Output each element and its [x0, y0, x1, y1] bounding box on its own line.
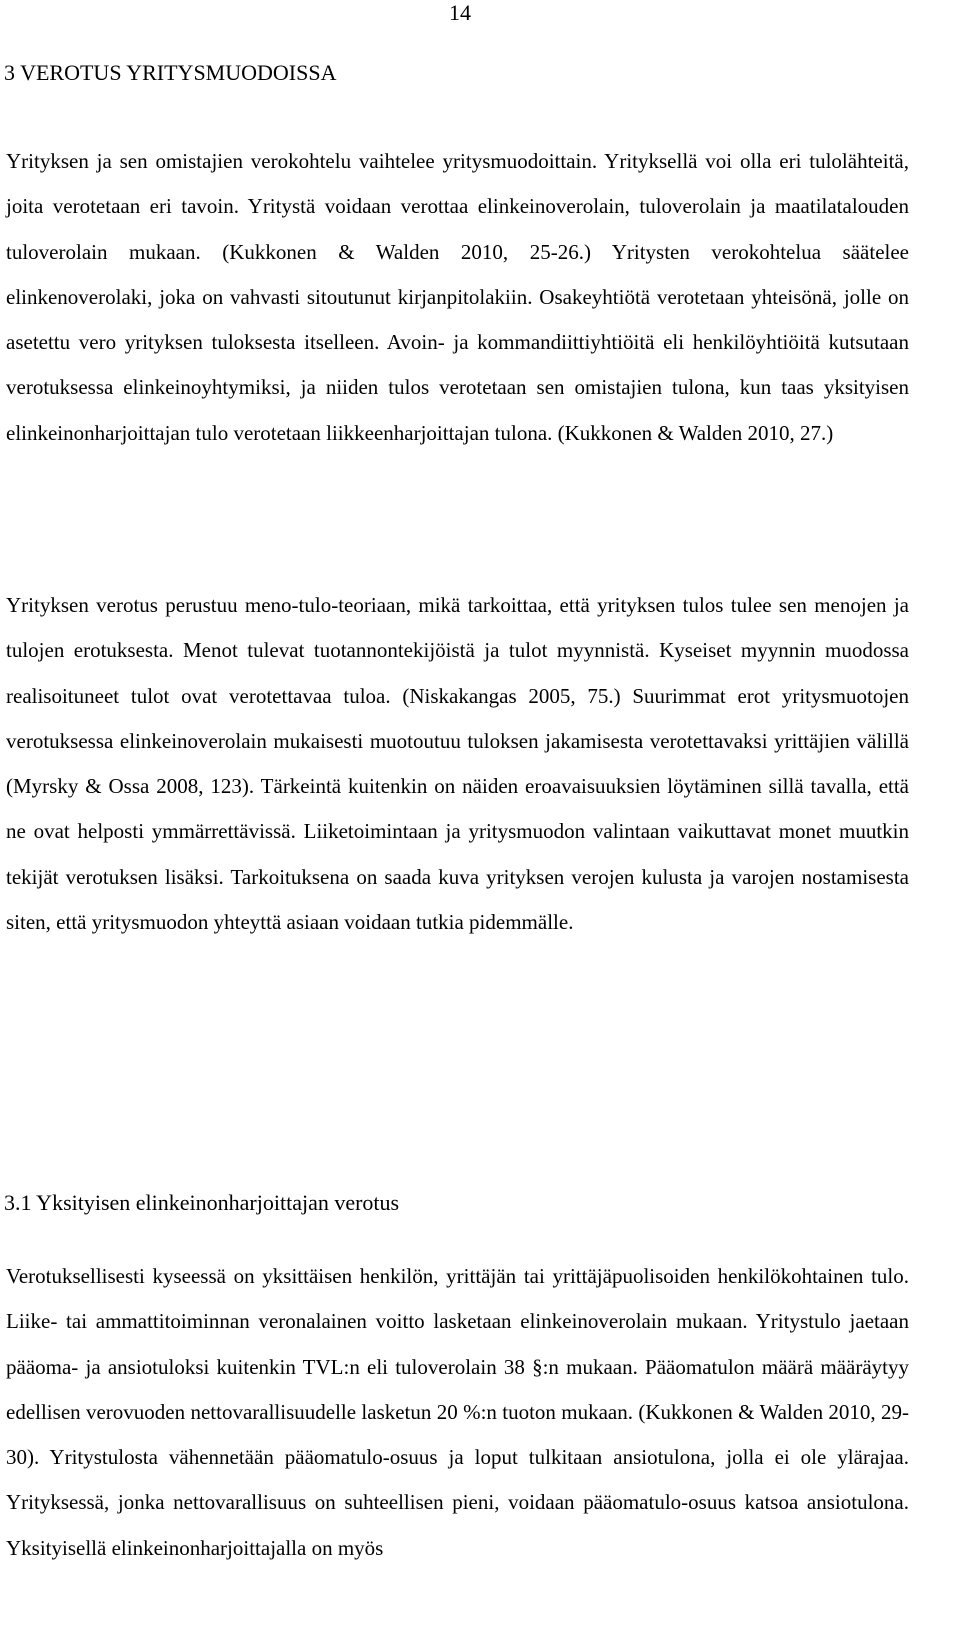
body-paragraph: Verotuksellisesti kyseessä on yksittäisen henkilön, yrittäjän tai yrittäjäpuolisoiden henkilökohtainen tulo. Liike- tai ammattitoiminnan veronalainen voitto lasketaan elinkeinoverolain mukaan. Yritystulo jaetaan pääoma- ja ansiotuloksi kuitenkin TVL:n eli tuloverolain 38 §:n mukaan. Pääomatulon määrä määräytyy edellisen verovuoden nettovarallisuudelle lasketun 20 %:n tuoton mukaan. (Kukkonen & Walden 2010, 29-30). Yritystulosta vähennetään pääomatulo-osuus ja loput tulkitaan ansiotulona, jolla ei ole ylärajaa. Yrityksessä, jonka nettovarallisuus on suhteellisen pieni, voidaan pääomatulo-osuus katsoa ansiotulona. Yksityisellä elinkeinonharjoittajalla on myös	[6, 1264, 909, 1560]
body-paragraph: Yrityksen ja sen omistajien verokohtelu vaihtelee yritysmuodoittain. Yrityksellä voi olla eri tulolähteitä, joita verotetaan eri tavoin. Yritystä voidaan verottaa elinkeinoverolain, tuloverolain ja maatilatalouden tuloverolain mukaan. (Kukkonen & Walden 2010, 25-26.) Yritysten verokohtelua säätelee elinkenoverolaki, joka on vahvasti sitoutunut kirjanpitolakiin. Osakeyhtiötä verotetaan yhteisönä, jolle on asetettu vero yrityksen tuloksesta itselleen. Avoin- ja kommandiittiyhtiöitä eli henkilöyhtiöitä kutsutaan verotuksessa elinkeinoyhtymiksi, ja niiden tulos verotetaan sen omistajien tulona, kun taas yksityisen elinkeinonharjoittajan tulo verotetaan liikkeenharjoittajan tulona. (Kukkonen & Walden 2010, 27.)	[6, 149, 909, 445]
section-heading: 3 VEROTUS YRITYSMUODOISSA	[4, 60, 337, 85]
page-number: 14	[449, 0, 471, 25]
body-paragraph: Yrityksen verotus perustuu meno-tulo-teoriaan, mikä tarkoittaa, että yrityksen tulos tulee sen menojen ja tulojen erotuksesta. Menot tulevat tuotannontekijöistä ja tulot myynnistä. Kyseiset myynnin muodossa realisoituneet tulot ovat verotettavaa tuloa. (Niskakangas 2005, 75.) Suurimmat erot yritysmuotojen verotuksessa elinkeinoverolain mukaisesti muotoutuu tuloksen jakamisesta verotettavaksi yrittäjien välillä (Myrsky & Ossa 2008, 123). Tärkeintä kuitenkin on näiden eroavaisuuksien löytäminen sillä tavalla, että ne ovat helposti ymmärrettävissä. Liiketoimintaan ja yritysmuodon valintaan vaikuttavat monet muutkin tekijät verotuksen lisäksi. Tarkoituksena on saada kuva yrityksen verojen kulusta ja varojen nostamisesta siten, että yritysmuodon yhteyttä asiaan voidaan tutkia pidemmälle.	[6, 593, 909, 935]
subsection-heading: 3.1 Yksityisen elinkeinonharjoittajan verotus	[4, 1190, 400, 1215]
